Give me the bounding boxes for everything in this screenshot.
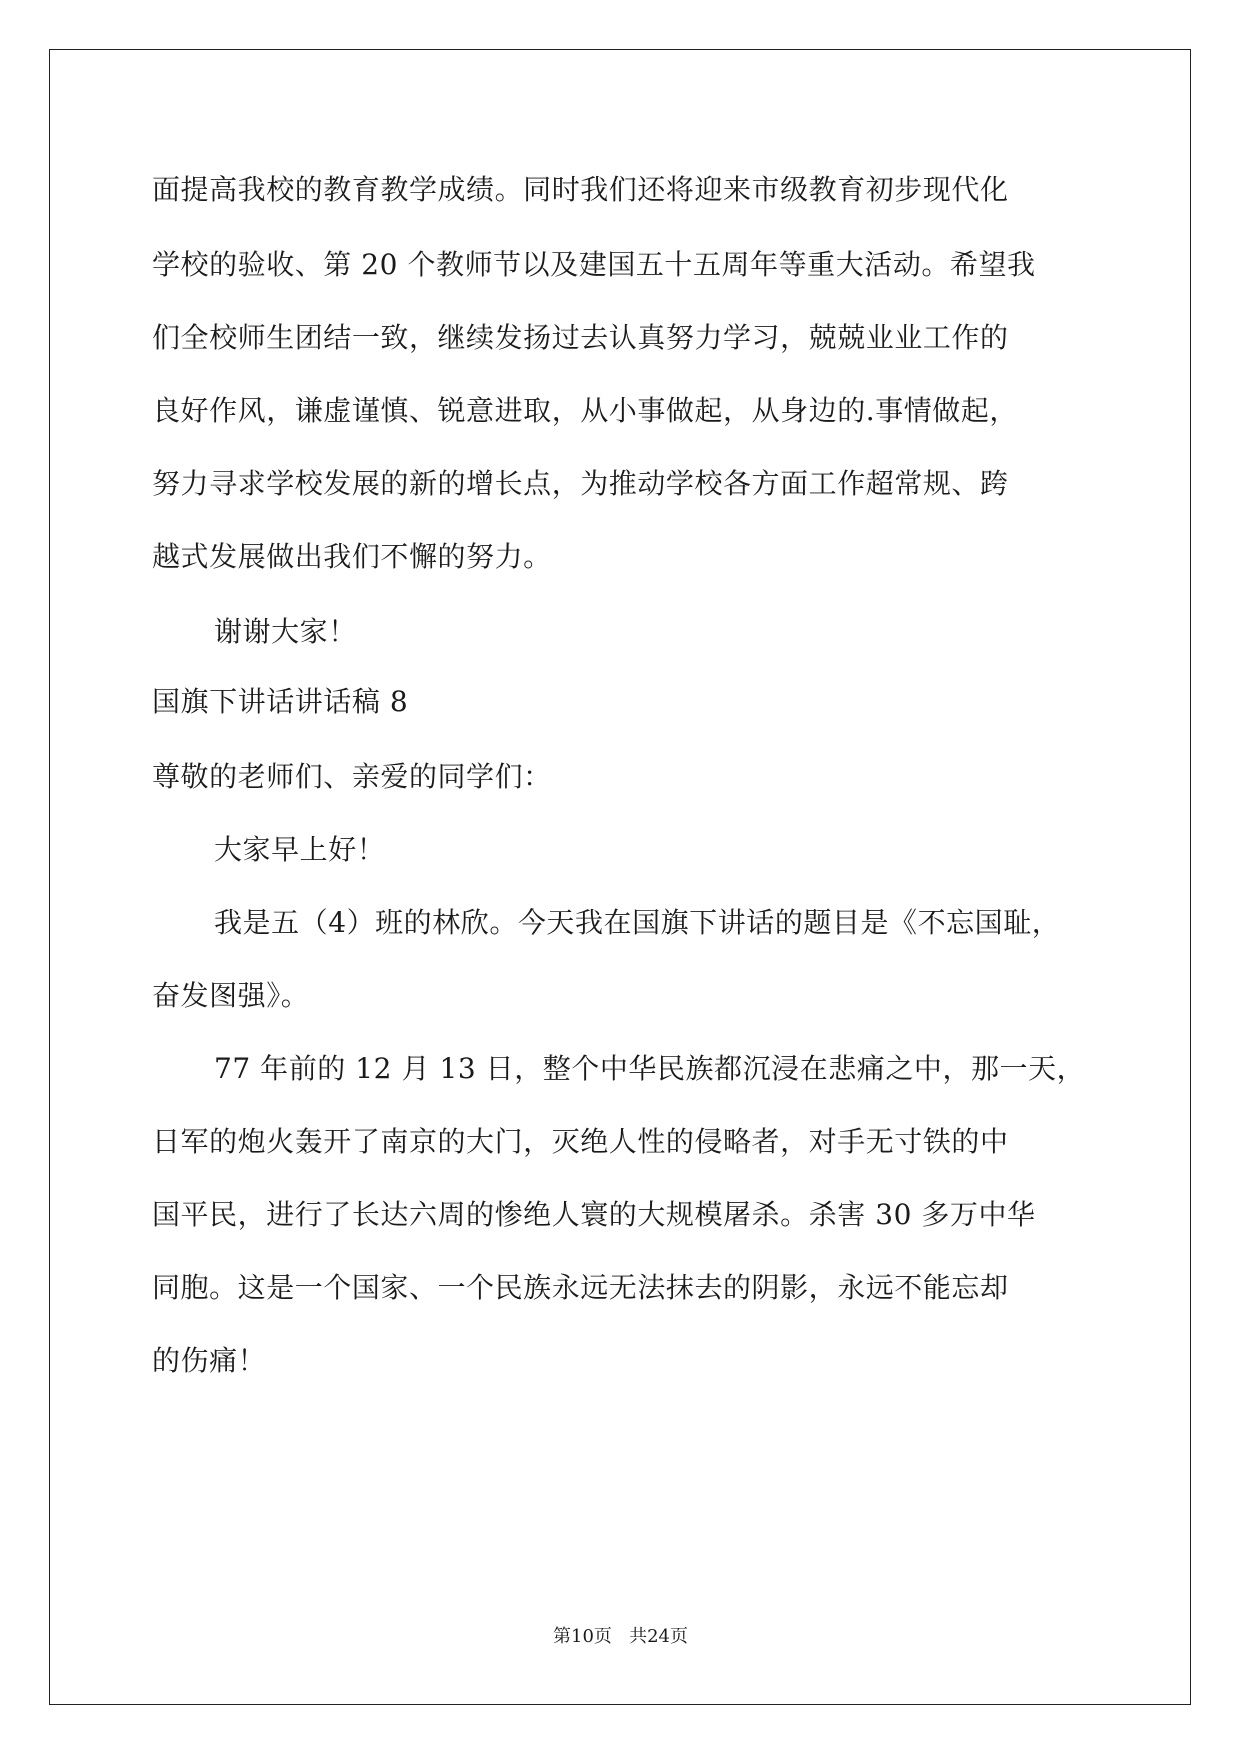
salutation: 尊敬的老师们、亲爱的同学们： [152,760,552,793]
body-line: 77 年前的 12 月 13 日，整个中华民族都沉浸在悲痛之中，那一天， [214,1052,1086,1085]
page-border [49,49,1191,1705]
body-line: 良好作风，谦虚谨慎、锐意进取，从小事做起，从身边的.事情做起， [152,394,1018,427]
section-heading: 国旗下讲话讲话稿 8 [152,685,409,718]
body-line: 学校的验收、第 20 个教师节以及建国五十五周年等重大活动。希望我 [152,248,1036,281]
closing-thanks: 谢谢大家！ [214,615,357,648]
body-line: 努力寻求学校发展的新的增长点，为推动学校各方面工作超常规、跨 [152,467,1009,500]
body-line: 们全校师生团结一致，继续发扬过去认真努力学习，兢兢业业工作的 [152,321,1009,354]
body-line: 的伤痛！ [152,1344,267,1377]
body-line: 越式发展做出我们不懈的努力。 [152,540,552,573]
page-footer: 第10页 共24页 [553,1626,688,1647]
body-line: 国平民，进行了长达六周的惨绝人寰的大规模屠杀。杀害 30 多万中华 [152,1198,1036,1231]
body-line: 同胞。这是一个国家、一个民族永远无法抹去的阴影，永远不能忘却 [152,1271,1009,1304]
body-line: 面提高我校的教育教学成绩。同时我们还将迎来市级教育初步现代化 [152,173,1009,206]
greeting: 大家早上好！ [214,833,386,866]
body-line: 我是五（4）班的林欣。今天我在国旗下讲话的题目是《不忘国耻， [214,906,1061,939]
body-line: 日军的炮火轰开了南京的大门，灭绝人性的侵略者，对手无寸铁的中 [152,1125,1009,1158]
body-line: 奋发图强》。 [152,979,310,1012]
